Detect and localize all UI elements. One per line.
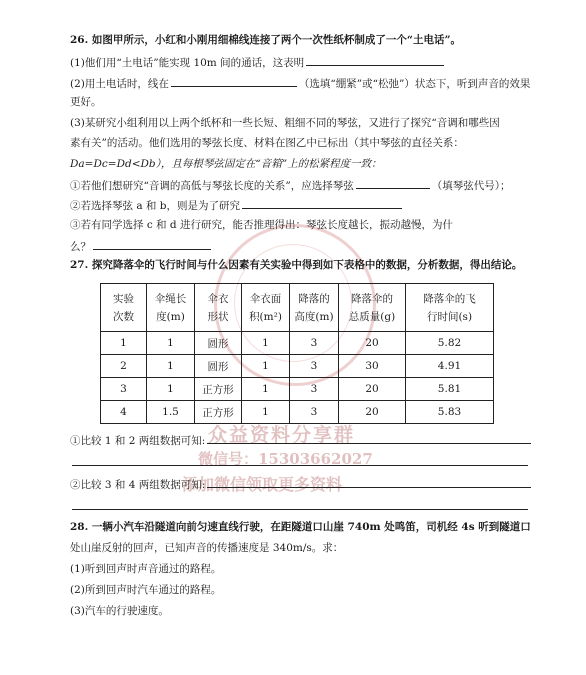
q26-blank4[interactable] (242, 197, 402, 209)
watermark-line2: 微信号：15303662027 (198, 450, 373, 468)
q26-part2-cont: 更好。 (70, 96, 102, 108)
q26-part1: (1)他们用“土电话”能实现 10m 间的通话，这表明 (70, 54, 446, 70)
q27-blank1[interactable] (207, 432, 531, 444)
q27-intro: 27. 探究降落伞的飞行时间与什么因素有关实验中得到如下表格中的数据，分析数据，得出结论。 (70, 259, 523, 271)
watermark-line1: 众益资料分享群 (208, 424, 356, 446)
q26-blank5[interactable] (93, 238, 211, 250)
q27-conclusion1: ①比较 1 和 2 两组数据可知: (70, 432, 533, 448)
q26-part3-a: (3)某研究小组利用以上两个纸杯和一些长短、粗细不同的琴弦，又进行了探究“音调和哪些因 (70, 117, 500, 129)
q28-sub2: (2)所到回声时汽车通过的路程。 (70, 584, 222, 596)
table-header-row (101, 284, 494, 332)
parachute-data-table (100, 283, 494, 424)
table-row: 3 1 正方形 1 3 20 5.81 (101, 378, 494, 401)
q26-part3-f: ③若有同学选择 c 和 d 进行研究，能否推理得出：琴弦长度越长，振动越慢，为什 (70, 219, 453, 231)
q27-blank1-cont[interactable] (72, 454, 528, 466)
q28-sub1: (1)听到回声时声音通过的路程。 (70, 563, 222, 575)
q27-blank2-cont[interactable] (72, 498, 528, 510)
header-cell-canopy-shape: 伞衣 形状 (195, 284, 242, 332)
header-cell-trial: 实验 次数 (101, 284, 147, 332)
q26-part3-b: 素有关”的活动。他们选用的琴弦长度、材料在图乙中已标出（其中琴弦的直径关系： (70, 137, 464, 149)
q26-part3-d: ①若他们想研究“音调的高低与琴弦长度的关系”，应选择琴弦 （填琴弦代号）； (70, 177, 511, 193)
q28-sub3: (3)汽车的行驶速度。 (70, 605, 169, 617)
header-cell-total-mass: 降落伞的 总质量(g) (339, 284, 406, 332)
q26-part2: (2)用土电话时，线在 （选填“绷紧”或“松弛”）状态下，听到声音的效果 (70, 75, 530, 91)
table-row: 2 1 圆形 1 3 30 4.91 (101, 355, 494, 378)
q26-part3-c: Da=Dc=Dd<Db），且每根琴弦固定在“音箱”上的松紧程度一致： (70, 158, 382, 170)
header-cell-rope-length: 伞绳长 度(m) (147, 284, 195, 332)
table-row: 4 1.5 正方形 1 3 20 5.83 (101, 401, 494, 424)
header-cell-drop-height: 降落的 高度(m) (290, 284, 339, 332)
q26-intro: 26. 如图甲所示，小红和小刚用细棉线连接了两个一次性纸杯制成了一个“土电话”。 (70, 34, 462, 46)
q26-blank2[interactable] (171, 75, 297, 87)
q26-part3-e: ②若选择琴弦 a 和 b，则是为了研究 (70, 197, 404, 213)
q28-intro2: 处山崖反射的回声，已知声音的传播速度是 340m/s。求： (70, 542, 344, 554)
table-row: 1 1 圆形 1 3 20 5.82 (101, 332, 494, 355)
q27-blank2[interactable] (207, 476, 531, 488)
header-cell-flight-time: 降落伞的飞 行时间(s) (406, 284, 494, 332)
q28-intro: 28. 一辆小汽车沿隧道向前匀速直线行驶，在距隧道口山崖 740m 处鸣笛，司机经 4s 听到隧道口 (70, 521, 531, 533)
q27-conclusion2: ②比较 3 和 4 两组数据可知: (70, 476, 533, 492)
q26-blank1[interactable] (306, 54, 444, 66)
header-cell-canopy-area: 伞衣面 积(m²) (242, 284, 290, 332)
watermark-line3: 添加微信领取更多资料 (182, 475, 343, 494)
q26-blank3[interactable] (356, 177, 430, 189)
q26-part3-g: 么？ (70, 238, 213, 254)
